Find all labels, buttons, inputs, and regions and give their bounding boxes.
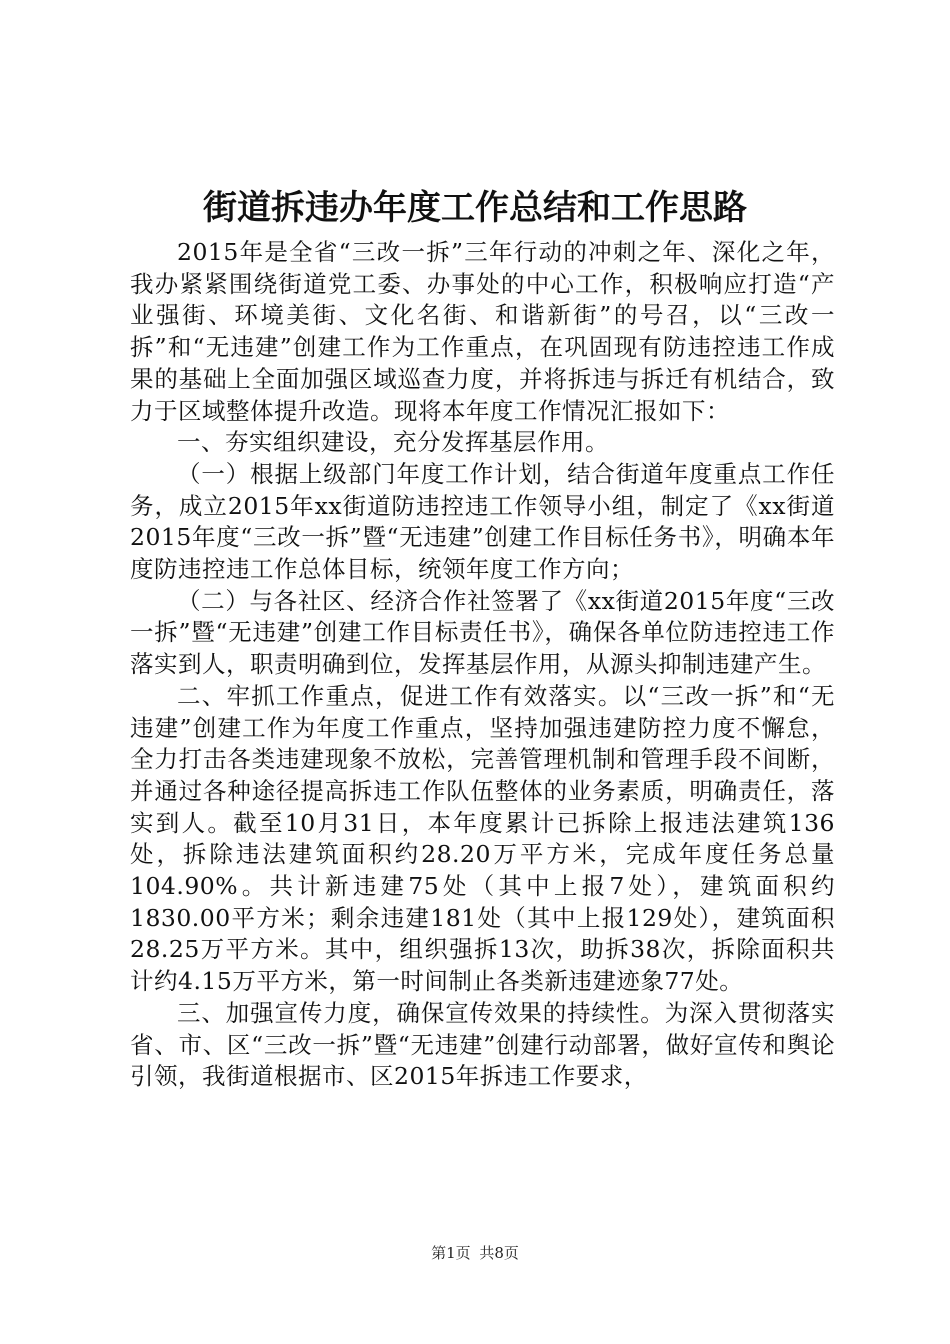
page-number: 第1页 (431, 1244, 471, 1262)
page-footer (0, 1241, 950, 1265)
section-paragraph-3: 三、加强宣传力度，确保宣传效果的持续性。为深入贯彻落实省、市、区“三改一拆”暨“无违建”创建行动部署，做好宣传和舆论引领，我街道根据市、区2015年拆违工作要求， (130, 998, 835, 1091)
section-paragraph-2: 二、牢抓工作重点，促进工作有效落实。以“三改一拆”和“无违建”创建工作为年度工作重点，坚持加强违建防控力度不懈怠，全力打击各类违建现象不放松，完善管理机制和管理手段不间断，并通过各种途径提高拆违工作队伍整体的业务素质，明确责任，落实到人。截至10月31日，本年度累计已拆除上报违法建筑136处，拆除违法建筑面积约28.20万平方米，完成年度任务总量104.90%。共计新违建75处（其中上报7处），建筑面积约1830.00平方米；剩余违建181处（其中上报129处），建筑面积28.25万平方米。其中，组织强拆13次，助拆38次，拆除面积共计约4.15万平方米，第一时间制止各类新违建迹象77处。 (130, 681, 835, 996)
intro-paragraph: 2015年是全省“三改一拆”三年行动的冲刺之年、深化之年，我办紧紧围绕街道党工委、办事处的中心工作，积极响应打造“产业强街、环境美街、文化名街、和谐新街”的号召，以“三改一拆”和“无违建”创建工作为工作重点，在巩固现有防违控违工作成果的基础上全面加强区域巡查力度，并将拆违与拆迁有机结合，致力于区域整体提升改造。现将本年度工作情况汇报如下： (130, 238, 835, 425)
subsection-paragraph-2: （二）与各社区、经济合作社签署了《xx街道2015年度“三改一拆”暨“无违建”创建工作目标责任书》，确保各单位防违控违工作落实到人，职责明确到位，发挥基层作用，从源头抑制违建产生。 (130, 586, 835, 679)
subsection-paragraph-1: （一）根据上级部门年度工作计划，结合街道年度重点工作任务，成立2015年xx街道防违控违工作领导小组，制定了《xx街道2015年度“三改一拆”暨“无违建”创建工作目标任务书》，明确本年度防违控违工作总体目标，统领年度工作方向； (130, 459, 835, 584)
document-body (130, 237, 835, 1093)
document-title: 街道拆违办年度工作总结和工作思路 (203, 188, 747, 228)
page-total: 共8页 (479, 1244, 519, 1262)
section-heading-1: 一、夯实组织建设，充分发挥基层作用。 (177, 428, 609, 457)
